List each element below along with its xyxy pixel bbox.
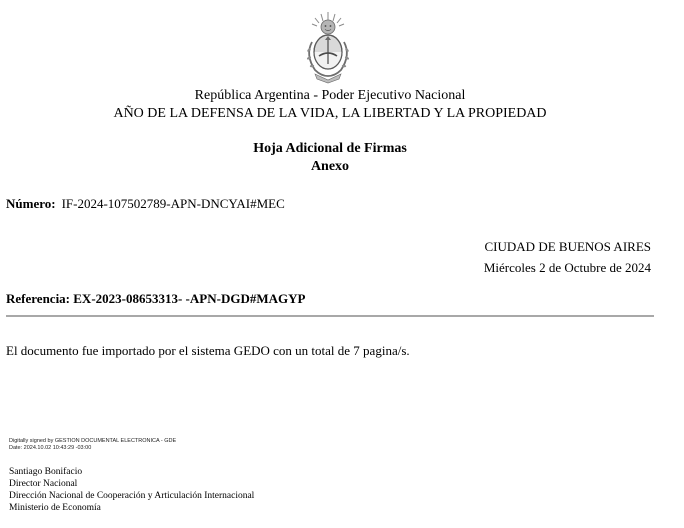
numero-label: Número: — [6, 196, 56, 211]
divider — [6, 315, 654, 317]
header-country: República Argentina - Poder Ejecutivo Nacional — [194, 88, 466, 103]
header-year-motto: AÑO DE LA DEFENSA DE LA VIDA, LA LIBERTAD Y LA PROPIEDAD — [113, 106, 547, 121]
date: Miércoles 2 de Octubre de 2024 — [483, 260, 651, 275]
signer-role: Director Nacional — [9, 479, 78, 489]
stamp-signer-line: Digitally signed by GESTION DOCUMENTAL ELECTRONICA - GDE — [9, 438, 177, 444]
location-date-block — [484, 236, 651, 278]
referencia-value: EX-2023-08653313- -APN-DGD#MAGYP — [73, 291, 306, 306]
referencia-row — [6, 291, 305, 307]
document-title: Hoja Adicional de Firmas — [253, 141, 407, 156]
signer-name: Santiago Bonifacio — [9, 467, 83, 477]
coat-of-arms-icon — [303, 10, 353, 84]
digital-signature-stamp — [9, 438, 176, 451]
signer-office: Dirección Nacional de Cooperación y Articulación Internacional — [9, 491, 255, 501]
body-text: El documento fue importado por el sistema GEDO con un total de 7 pagina/s. — [6, 343, 410, 358]
signer-ministry: Ministerio de Economía — [9, 503, 101, 513]
city: CIUDAD DE BUENOS AIRES — [484, 239, 651, 254]
numero-value: IF-2024-107502789-APN-DNCYAI#MEC — [61, 196, 285, 211]
document-subtitle: Anexo — [310, 159, 350, 174]
stamp-date-line: Date: 2024.10.02 10:43:29 -03:00 — [9, 444, 92, 451]
signer-block — [9, 466, 254, 514]
referencia-label: Referencia: — [6, 291, 71, 306]
numero-row — [6, 196, 285, 212]
